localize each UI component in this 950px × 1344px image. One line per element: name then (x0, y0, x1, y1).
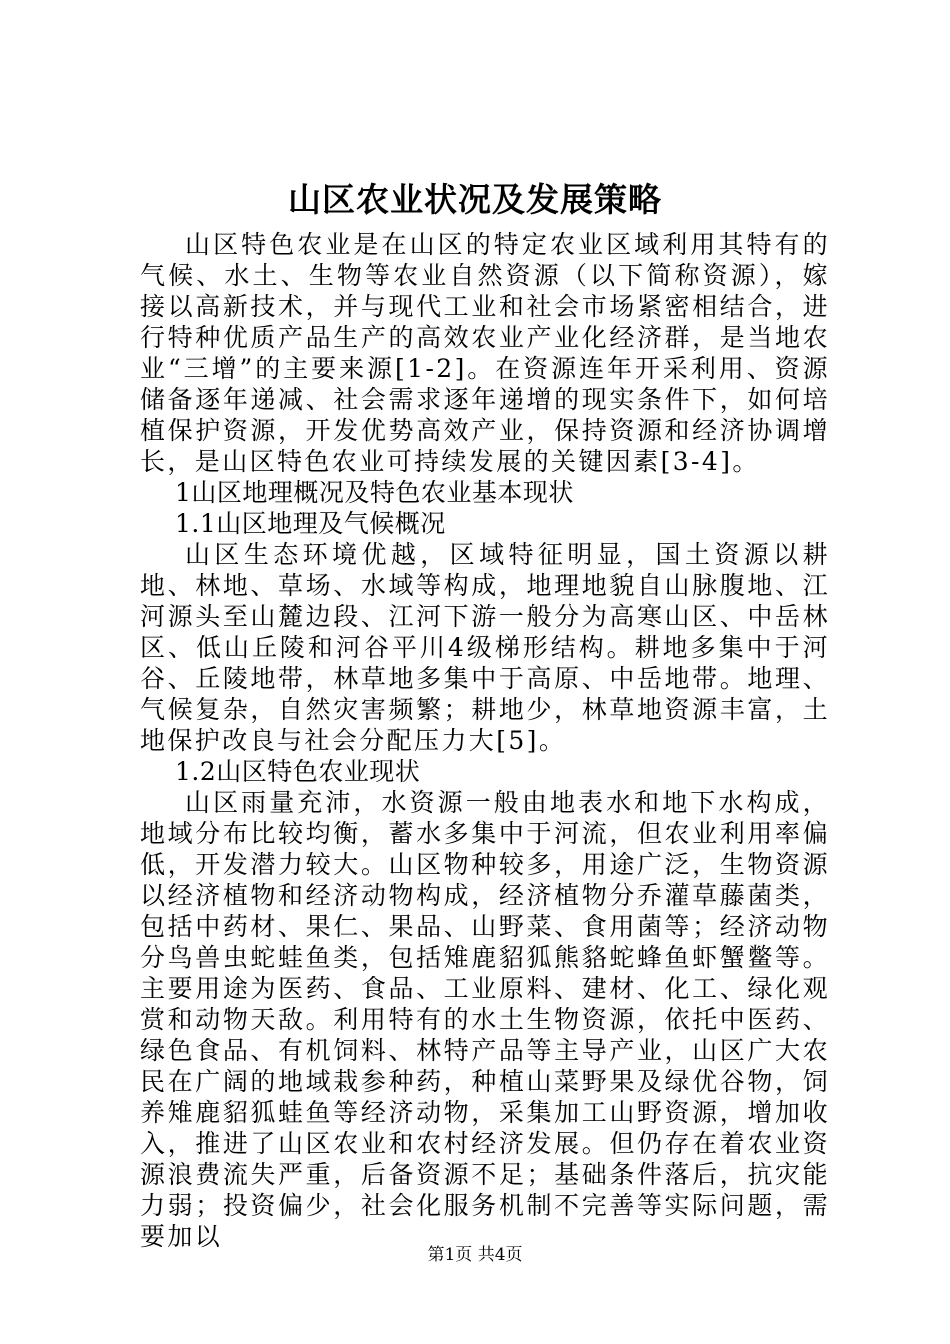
section-heading-1-2: 1.2山区特色农业现状 (175, 757, 421, 786)
section-heading-1: 1山区地理概况及特色农业基本现状 (175, 478, 574, 507)
paragraph-agriculture-status: 山区雨量充沛，水资源一般由地表水和地下水构成，地域分布比较均衡，蓄水多集中于河流，但农业利用率偏低，开发潜力较大。山区物种较多，用途广泛，生物资源以经济植物和经济动物构成，经济植物分乔灌草藤菌类，包括中药材、果仁、果品、山野菜、食用菌等；经济动物分鸟兽虫蛇蛙鱼类，包括雉鹿貂狐熊貉蛇蜂鱼虾蟹鳖等。主要用途为医药、食品、工业原料、建材、化工、绿化观赏和动物天敌。利用特有的水土生物资源，依托中医药、绿色食品、有机饲料、林特产品等主导产业，山区广大农民在广阔的地域栽参种药，种植山菜野果及绿优谷物，饲养雉鹿貂狐蛙鱼等经济动物，采集加工山野资源，增加收入，推进了山区农业和农村经济发展。但仍存在着农业资源浪费流失严重，后备资源不足；基础条件落后，抗灾能力弱；投资偏少，社会化服务机制不完善等实际问题，需要加以 (140, 788, 830, 1251)
page-footer: 第1页 共4页 (427, 1245, 523, 1265)
document-body (140, 229, 830, 1252)
paragraph-intro: 山区特色农业是在山区的特定农业区域利用其特有的气候、水土、生物等农业自然资源（以下简称资源），嫁接以高新技术，并与现代工业和社会市场紧密相结合，进行特种优质产品生产的高效农业产业化经济群，是当地农业“三增”的主要来源[1-2]。在资源连年开采利用、资源储备逐年递减、社会需求逐年递增的现实条件下，如何培植保护资源，开发优势高效产业，保持资源和经济协调增长，是山区特色农业可持续发展的关键因素[3-4]。 (140, 230, 830, 476)
paragraph-geography: 山区生态环境优越，区域特征明显，国土资源以耕地、林地、草场、水域等构成，地理地貌自山脉腹地、江河源头至山麓边段、江河下游一般分为高寒山区、中岳林区、低山丘陵和河谷平川4级梯形结构。耕地多集中于河谷、丘陵地带，林草地多集中于高原、中岳地带。地理、气候复杂，自然灾害频繁；耕地少，林草地资源丰富，土地保护改良与社会分配压力大[5]。 (140, 540, 830, 755)
document-title: 山区农业状况及发展策略 (288, 180, 662, 219)
section-heading-1-1: 1.1山区地理及气候概况 (175, 509, 446, 538)
